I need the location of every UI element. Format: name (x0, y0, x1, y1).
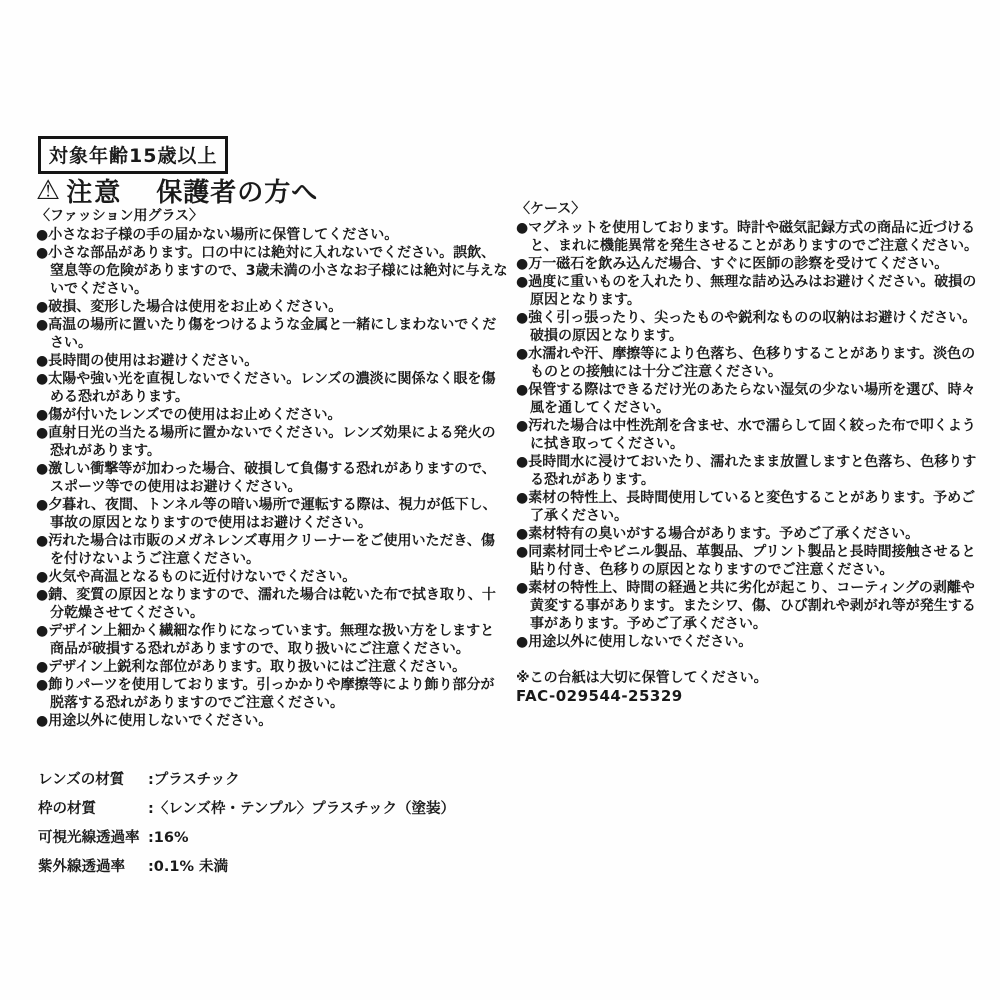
warning-item: ●水濡れや汗、摩擦等により色落ち、色移りすることがあります。淡色のものとの接触には十分ご注意ください。 (516, 346, 976, 380)
warning-item: ●高温の場所に置いたり傷をつけるような金属と一緒にしまわないでください。 (36, 317, 497, 351)
spec-value: :16% (148, 830, 189, 846)
warning-item: ●用途以外に使用しないでください。 (516, 634, 753, 650)
warning-item: ●素材特有の臭いがする場合があります。予めご了承ください。 (516, 526, 920, 542)
warning-subtitle-guardians: 保護者の方へ (156, 178, 319, 208)
warning-item: ●汚れた場合は市販のメガネレンズ専用クリーナーをご使用いただき、傷を付けないようご注意ください。 (36, 533, 495, 567)
section-title-case: 〈ケース〉 (516, 201, 586, 217)
case-section (516, 200, 980, 705)
warning-item: ●激しい衝撃等が加わった場合、破損して負傷する恐れがありますので、スポーツ等での使用はお避けください。 (36, 461, 496, 495)
warning-item: ●デザイン上細かく繊細な作りになっています。無理な扱い方をしますと商品が破損する恐れがありますので、取り扱いにご注意ください。 (36, 623, 495, 657)
warning-item: ●マグネットを使用しております。時計や磁気記録方式の商品に近づけると、まれに機能異常を発生させることがありますのでご注意ください。 (516, 220, 978, 254)
product-code: FAC-029544-25329 (516, 687, 683, 705)
warning-item: ●長時間水に浸けておいたり、濡れたまま放置しますと色落ち、色移りする恐れがあります。 (516, 454, 977, 488)
fashion-glasses-warning-list (36, 226, 508, 730)
case-warning-list (516, 219, 980, 651)
spec-value: :〈レンズ枠・テンプル〉プラスチック（塗装） (148, 801, 456, 817)
warning-item: ●飾りパーツを使用しております。引っかかりや摩擦等により飾り部分が脱落する恐れがありますのでご注意ください。 (36, 677, 495, 711)
material-specs-section (38, 772, 455, 888)
warning-heading (36, 172, 318, 209)
warning-item: ●用途以外に使用しないでください。 (36, 713, 273, 729)
warning-item: ●同素材同士やビニル製品、革製品、プリント製品と長時間接触させると貼り付き、色移りの原因となりますのでご注意ください。 (516, 544, 976, 578)
spec-label: レンズの材質 (38, 772, 125, 788)
warning-item: ●素材の特性上、時間の経過と共に劣化が起こり、コーティングの剥離や黄変する事があります。またシワ、傷、ひび割れや剥がれ等が発生する事があります。予めご了承ください。 (516, 580, 976, 632)
spec-label: 可視光線透過率 (38, 830, 140, 846)
keep-sheet-note: ※この台紙は大切に保管してください。 (516, 670, 768, 686)
warning-item: ●過度に重いものを入れたり、無理な詰め込みはお避けください。破損の原因となります。 (516, 274, 977, 308)
warning-item: ●夕暮れ、夜間、トンネル等の暗い場所で運転する際は、視力が低下し、事故の原因となりますので使用はお避けください。 (36, 497, 497, 531)
spec-label: 紫外線透過率 (38, 859, 125, 875)
warning-item: ●素材の特性上、長時間使用していると変色することがあります。予めご了承ください。 (516, 490, 976, 524)
spec-row (38, 830, 455, 846)
warning-item: ●小さなお子様の手の届かない場所に保管してください。 (36, 227, 399, 243)
age-restriction-text: 対象年齢15歳以上 (49, 145, 218, 167)
warning-item: ●強く引っ張ったり、尖ったものや鋭利なものの収納はお避けください。破損の原因となります。 (516, 310, 977, 344)
warning-item: ●汚れた場合は中性洗剤を含ませ、水で濡らして固く絞った布で叩くように拭き取ってください。 (516, 418, 976, 452)
section-title-fashion-glasses: 〈ファッション用グラス〉 (36, 208, 204, 224)
warning-item: ●小さな部品があります。口の中には絶対に入れないでください。誤飲、窒息等の危険がありますので、3歳未満の小さなお子様には絶対に与えないでください。 (36, 245, 508, 297)
spec-value: :0.1% 未満 (148, 859, 229, 875)
spec-row (38, 772, 455, 788)
warning-item: ●錆、変質の原因となりますので、濡れた場合は乾いた布で拭き取り、十分乾燥させてください。 (36, 587, 496, 621)
warning-item: ●傷が付いたレンズでの使用はお止めください。 (36, 407, 342, 423)
spec-row (38, 801, 455, 817)
warning-item: ●直射日光の当たる場所に置かないでください。レンズ効果による発火の恐れがあります。 (36, 425, 496, 459)
warning-item: ●長時間の使用はお避けください。 (36, 353, 259, 369)
warning-item: ●保管する際はできるだけ光のあたらない湿気の少ない場所を選び、時々風を通してください。 (516, 382, 976, 416)
warning-item: ●破損、変形した場合は使用をお止めください。 (36, 299, 343, 315)
warning-item: ●デザイン上鋭利な部位があります。取り扱いにはご注意ください。 (36, 659, 467, 675)
warning-triangle-icon: ⚠ (36, 175, 61, 206)
warning-item: ●太陽や強い光を直視しないでください。レンズの濃淡に関係なく眼を傷める恐れがあります。 (36, 371, 496, 405)
spec-row (38, 859, 455, 875)
warning-title: 注意 (66, 178, 123, 208)
spec-label: 枠の材質 (38, 801, 96, 817)
fashion-glasses-section (36, 207, 508, 730)
warning-item: ●火気や高温となるものに近付けないでください。 (36, 569, 357, 585)
age-restriction-label (38, 136, 228, 174)
warning-item: ●万一磁石を飲み込んだ場合、すぐに医師の診察を受けてください。 (516, 256, 949, 272)
spec-value: :プラスチック (148, 772, 240, 788)
